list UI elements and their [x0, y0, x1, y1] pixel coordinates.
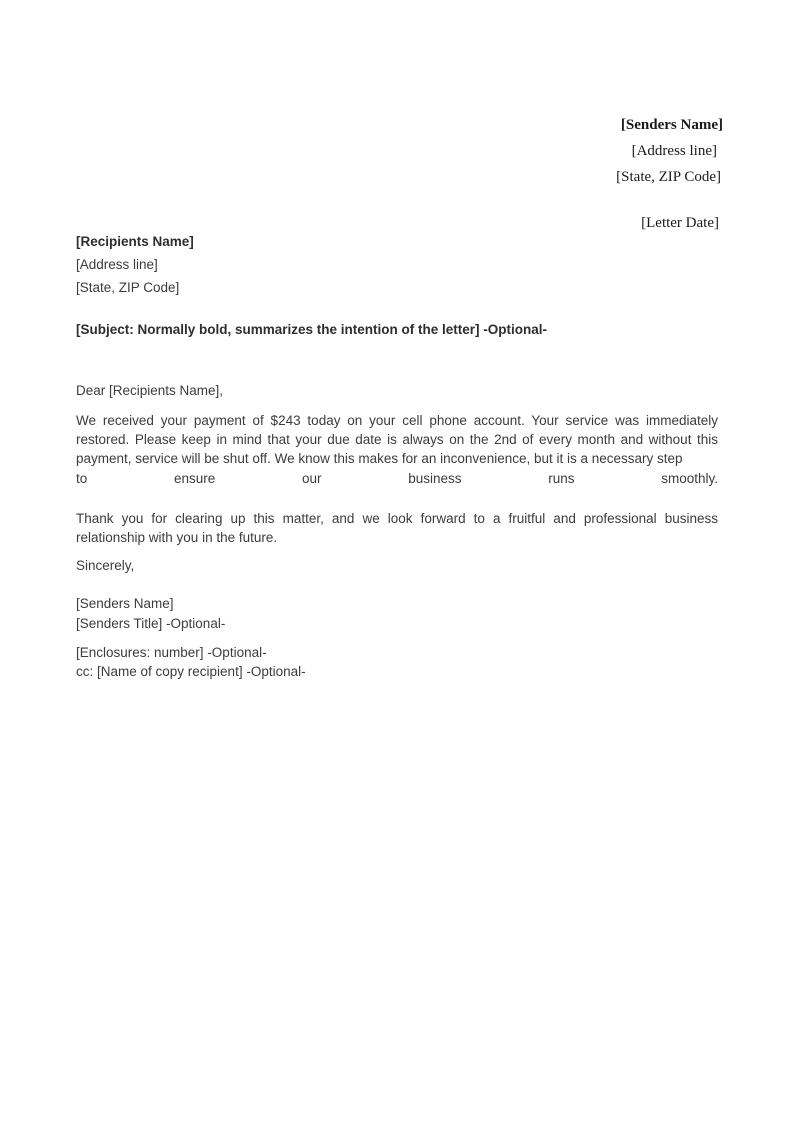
sender-state-zip: [State, ZIP Code]: [616, 169, 721, 185]
signature-title: [Senders Title] -Optional-: [76, 616, 226, 631]
body-paragraph-1: [76, 411, 718, 488]
body-paragraph-1-main: We received your payment of $243 today on your cell phone account. Your service was immediately restored. Please keep in mind that your due date is always on the 2nd of every month and without this payment, service will be shut off. We know this makes for an inconvenience, but it is a necessary step: [76, 413, 718, 467]
recipient-state-zip: [State, ZIP Code]: [76, 280, 180, 295]
letter-date: [Letter Date]: [641, 215, 719, 231]
sender-name: [Senders Name]: [620, 117, 723, 133]
sender-address-line: [Address line]: [631, 143, 717, 159]
closing: Sincerely,: [76, 558, 135, 573]
signature-name: [Senders Name]: [76, 596, 174, 611]
enclosures-line: [Enclosures: number] -Optional-: [76, 645, 267, 660]
subject-line: [Subject: Normally bold, summarizes the intention of the letter] -Optional-: [76, 322, 548, 337]
cc-line: cc: [Name of copy recipient] -Optional-: [76, 664, 306, 679]
recipient-address-line: [Address line]: [76, 257, 158, 272]
salutation: Dear [Recipients Name],: [76, 383, 224, 398]
body-paragraph-1-last-line: to ensure our business runs smoothly.: [76, 470, 718, 486]
recipient-name: [Recipients Name]: [76, 234, 194, 249]
body-paragraph-2: Thank you for clearing up this matter, and we look forward to a fruitful and professional business relationship with you in the future.: [76, 511, 718, 546]
